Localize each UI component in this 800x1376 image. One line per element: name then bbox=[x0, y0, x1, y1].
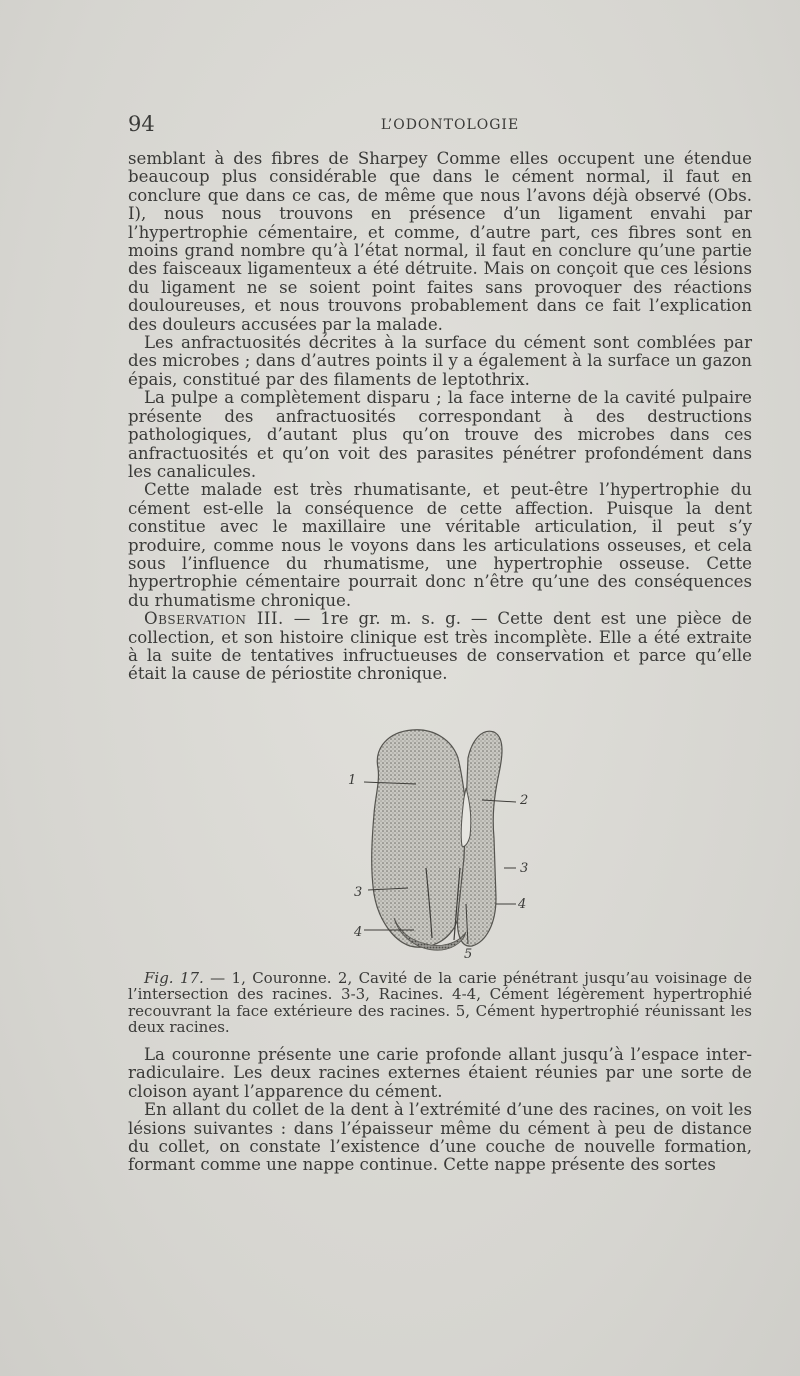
observation-text: Cette dent est une pièce de collection, et son histoire clinique est très incomplète. Elle a été extraite à la suite de tentatives infructueuses de conservation et parce qu’elle était la cause de périostite chronique. bbox=[128, 609, 752, 684]
tooth-crown bbox=[372, 730, 469, 947]
paragraph: La pulpe a complètement disparu ; la face interne de la cavité pulpaire présente des anfractuosités correspondant à des destructions pathologiques, d’autant plus qu’on trouve des microbes dans ces anfractuosités et qu’on voit des parasites pénétrer profondément dans les canalicules. bbox=[128, 388, 752, 481]
main-text bbox=[128, 150, 752, 684]
tooth-section-figure bbox=[330, 718, 570, 968]
figure-label-3-left: 3 bbox=[354, 885, 363, 900]
observation-paragraph bbox=[128, 610, 752, 684]
figure-label-1: 1 bbox=[348, 773, 357, 788]
observation-title: — 1re gr. m. s. g. — bbox=[283, 609, 498, 629]
figure-caption bbox=[128, 970, 752, 1036]
paragraph: Cette malade est très rhumatisante, et peut-être l’hypertrophie du cément est-elle la conséquence de cette affection. Puisque la dent constitue avec le maxillaire une véritable articulation, il peut s’y produire, comme nous le voyons dans les articulations osseuses, et cela sous l’influence du rhumatisme, une hypertrophie osseuse. Cette hypertrophie cémentaire pourrait donc n’être qu’une des conséquences du rhumatisme chronique. bbox=[128, 480, 752, 610]
figure-label-4-left: 4 bbox=[354, 925, 363, 940]
continuation-text bbox=[128, 1046, 752, 1175]
figure-label-4-right: 4 bbox=[518, 897, 527, 912]
paragraph: La couronne présente une carie profonde allant jusqu’à l’espace inter-radiculaire. Les deux racines externes étaient réunies par une sorte de cloison ayant l’apparence du cément. bbox=[128, 1045, 752, 1101]
running-title: L’ODONTOLOGIE bbox=[380, 117, 520, 133]
paragraph: Les anfractuosités décrites à la surface du cément sont comblées par des microbes ; dans d’autres points il y a également à la surface un gazon épais, constitué par des filaments de leptothrix. bbox=[128, 333, 752, 389]
paragraph: En allant du collet de la dent à l’extrémité d’une des racines, on voit les lésions suivantes : dans l’épaisseur même du cément à peu de distance du collet, on constate l’existence d’une couche de nouvelle formation, formant comme une nappe continue. Cette nappe présente des sortes bbox=[128, 1100, 752, 1175]
paragraph: semblant à des fibres de Sharpey Comme elles occupent une étendue beaucoup plus considérable que dans le cément normal, il faut en conclure que dans ce cas, de même que nous l’avons déjà observé (Obs. I), nous nous trouvons en présence d’un ligament envahi par l’hypertrophie cémentaire, et comme, d’autre part, ces fibres sont en moins grand nombre qu’à l’état normal, il faut en conclure qu’une partie des faisceaux ligamenteux a été détruite. Mais on conçoit que ces lésions du ligament ne se soient point faites sans provoquer des réactions douloureuses, et nous trouvons probablement dans ce fait l’explication des douleurs accusées par la malade. bbox=[128, 149, 752, 334]
observation-label: Observation III. bbox=[144, 609, 284, 629]
figure-caption-text: — 1, Couronne. 2, Cavité de la carie pénétrant jusqu’au voisinage de l’intersection des racines. 3-3, Racines. 4-4, Cément légèrement hypertrophié recouvrant la face extérieure des racines. 5, Cément hypertrophié réunissant les deux racines. bbox=[128, 969, 752, 1037]
page-header bbox=[128, 112, 752, 142]
figure-label-2: 2 bbox=[520, 793, 529, 808]
figure-caption-label: Fig. 17. bbox=[144, 969, 204, 987]
page-number: 94 bbox=[128, 112, 155, 136]
figure-label-3-right: 3 bbox=[520, 861, 529, 876]
figure-label-5: 5 bbox=[464, 947, 473, 962]
